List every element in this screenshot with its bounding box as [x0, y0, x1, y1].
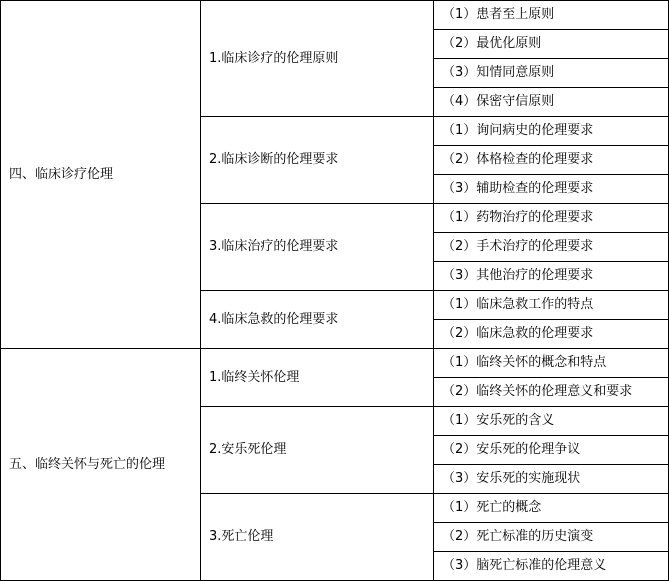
- item-cell: （2）体格检查的伦理要求: [434, 146, 669, 175]
- chapter-cell: 四、临床诊疗伦理: [1, 1, 201, 349]
- item-cell: （4）保密守信原则: [434, 88, 669, 117]
- item-cell: （2）手术治疗的伦理要求: [434, 233, 669, 262]
- item-cell: （2）最优化原则: [434, 30, 669, 59]
- item-cell: （2）安乐死的伦理争议: [434, 436, 669, 465]
- table-row: [1, 1, 669, 30]
- table-row: [1, 349, 669, 378]
- section-cell: 3.死亡伦理: [201, 494, 434, 581]
- item-cell: （3）脑死亡标准的伦理意义: [434, 552, 669, 581]
- section-cell: 2.安乐死伦理: [201, 407, 434, 494]
- item-cell: （2）临终关怀的伦理意义和要求: [434, 378, 669, 407]
- section-cell: 3.临床治疗的伦理要求: [201, 204, 434, 291]
- section-cell: 2.临床诊断的伦理要求: [201, 117, 434, 204]
- item-cell: （3）辅助检查的伦理要求: [434, 175, 669, 204]
- section-cell: 1.临终关怀伦理: [201, 349, 434, 407]
- chapter-cell: 五、临终关怀与死亡的伦理: [1, 349, 201, 581]
- item-cell: （1）死亡的概念: [434, 494, 669, 523]
- item-cell: （1）药物治疗的伦理要求: [434, 204, 669, 233]
- item-cell: （1）安乐死的含义: [434, 407, 669, 436]
- item-cell: （2）临床急救的伦理要求: [434, 320, 669, 349]
- item-cell: （1）临终关怀的概念和特点: [434, 349, 669, 378]
- item-cell: （3）知情同意原则: [434, 59, 669, 88]
- item-cell: （1）临床急救工作的特点: [434, 291, 669, 320]
- item-cell: （1）询问病史的伦理要求: [434, 117, 669, 146]
- item-cell: （3）安乐死的实施现状: [434, 465, 669, 494]
- section-cell: 1.临床诊疗的伦理原则: [201, 1, 434, 117]
- item-cell: （2）死亡标准的历史演变: [434, 523, 669, 552]
- item-cell: （1）患者至上原则: [434, 1, 669, 30]
- item-cell: （3）其他治疗的伦理要求: [434, 262, 669, 291]
- section-cell: 4.临床急救的伦理要求: [201, 291, 434, 349]
